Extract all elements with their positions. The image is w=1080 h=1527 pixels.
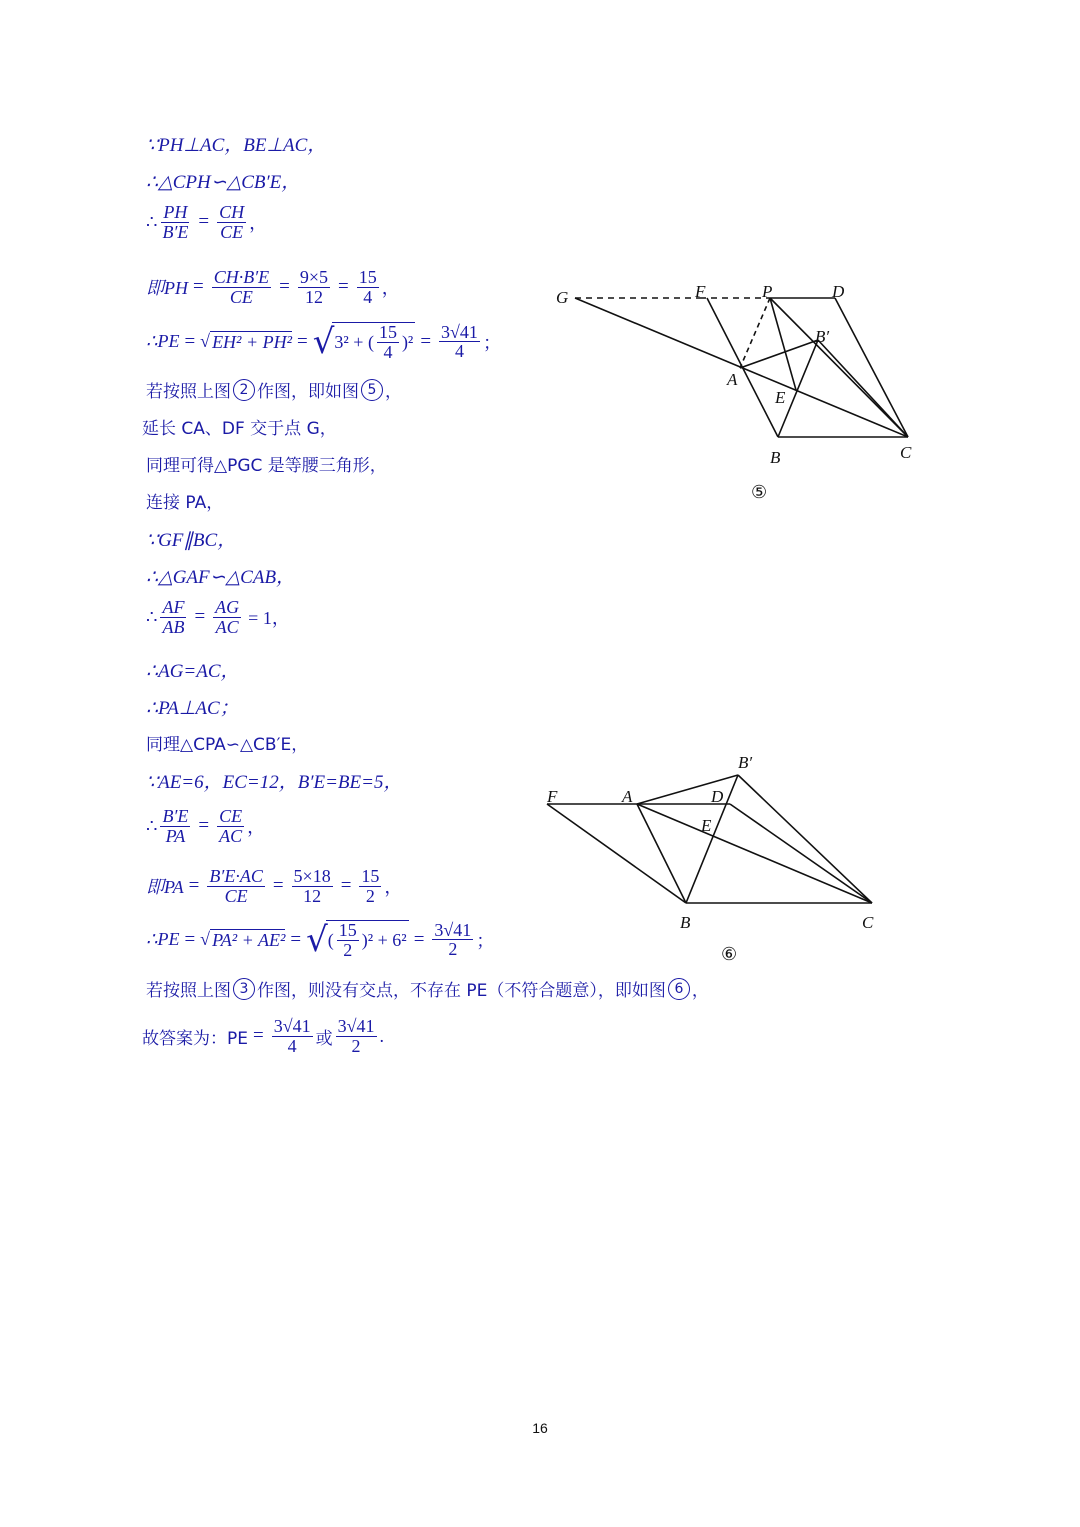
numerator: B′E·AC <box>209 866 263 886</box>
equals: = <box>188 875 200 897</box>
sqrt-part: ( <box>327 929 334 950</box>
line-18 <box>146 867 402 906</box>
label-P: P <box>762 282 773 301</box>
fraction <box>432 921 473 960</box>
numerator: AG <box>215 597 240 617</box>
sqrt-sign: √ <box>306 919 328 960</box>
numerator: B′E <box>162 806 189 826</box>
figure-6-diagram <box>540 745 890 940</box>
numerator: 3√41 <box>273 1016 311 1036</box>
label-B-prime: B′ <box>738 753 753 772</box>
figure-6-caption: ⑥ <box>721 944 738 965</box>
line-1 <box>146 130 326 157</box>
equals: = <box>193 276 204 298</box>
line-21 <box>142 1017 384 1056</box>
big-sqrt <box>313 322 416 362</box>
numerator: CE <box>219 806 243 826</box>
punct: ， <box>247 817 266 838</box>
punct: ； <box>482 332 501 353</box>
line-17 <box>146 807 265 846</box>
circled-number: 5 <box>361 379 383 401</box>
line-3-prefix: ∴ <box>146 211 158 232</box>
label-D: D <box>832 282 845 301</box>
denominator: B′E <box>162 221 189 242</box>
line-8 <box>146 451 387 476</box>
equals: = <box>413 928 425 950</box>
segment-PA-dashed <box>740 298 770 368</box>
punct: ， <box>384 877 403 898</box>
line-5-prefix: ∴PE <box>146 331 180 352</box>
punct: ； <box>476 930 495 951</box>
line-5 <box>146 322 501 362</box>
equals: = <box>184 928 196 950</box>
line-13 <box>146 656 240 683</box>
label-F: F <box>547 787 558 806</box>
numerator: 3√41 <box>434 919 472 940</box>
line-12 <box>146 598 290 637</box>
denominator: PA <box>165 825 186 846</box>
numerator: 15 <box>338 920 357 940</box>
fraction <box>160 203 190 242</box>
prefix: ∴ <box>146 606 158 627</box>
label-G: G <box>556 288 569 307</box>
sqrt-sign: √ <box>200 331 211 352</box>
punct: ， <box>381 278 400 299</box>
segment-B-prime-C <box>738 775 872 903</box>
fraction <box>217 807 244 846</box>
numerator: 5×18 <box>293 866 331 886</box>
line-9 <box>146 488 223 513</box>
equals: = <box>198 211 210 233</box>
label-B: B <box>680 913 691 932</box>
figure-5-diagram <box>540 270 940 480</box>
equals: = <box>420 330 432 352</box>
line-19 <box>146 920 494 960</box>
equals: = <box>297 330 308 352</box>
segment-AB-prime <box>740 340 818 368</box>
equals: = <box>194 606 206 628</box>
denominator: 2 <box>351 1035 361 1056</box>
line-1-text: ∵PH⊥AC，BE⊥AC， <box>146 135 327 156</box>
punct: ， <box>691 981 709 1001</box>
numerator: 3√41 <box>441 321 478 342</box>
denominator: AC <box>219 825 243 846</box>
denominator: CE <box>229 286 253 307</box>
fraction <box>160 598 186 637</box>
line-9-text: 连接 PA， <box>146 493 224 513</box>
page-number: 16 <box>532 1420 548 1436</box>
denominator: CE <box>220 221 244 242</box>
numerator: CH <box>219 202 245 222</box>
line-4 <box>146 268 400 307</box>
line-13-text: ∴AG=AC， <box>146 661 240 682</box>
punct: ， <box>249 213 268 234</box>
sqrt-body <box>332 322 415 362</box>
label-A: A <box>622 787 633 806</box>
circled-number: 3 <box>233 978 255 1000</box>
denominator: 12 <box>304 286 323 307</box>
denominator: 4 <box>363 286 373 307</box>
text: 作图，则没有交点，不存在 PE（不符合题意），即如图 <box>257 981 666 1001</box>
line-2-text: ∴△CPH∽△CB′E， <box>146 172 301 193</box>
numerator: 15 <box>358 267 377 287</box>
sqrt-sign: √ <box>200 929 211 950</box>
segment-AB <box>637 804 686 903</box>
sqrt-part: )² <box>401 331 414 352</box>
label-E: E <box>775 388 786 407</box>
fraction <box>439 323 480 362</box>
denominator: 2 <box>343 939 353 960</box>
denominator: 2 <box>365 885 375 906</box>
text: 若按照上图 <box>146 981 231 1001</box>
segment-PC <box>770 298 908 437</box>
fraction <box>298 268 330 307</box>
line-6 <box>146 377 402 402</box>
sqrt-sign: √ <box>312 321 335 362</box>
equals: = <box>198 815 210 837</box>
punct: ， <box>385 382 402 402</box>
line-8-text: 同理可得△PGC 是等腰三角形， <box>146 456 387 476</box>
denominator: 4 <box>287 1035 297 1056</box>
label-B: B <box>770 448 781 467</box>
equals: = <box>272 875 284 897</box>
equals: = <box>290 928 302 950</box>
line-16-text: ∵AE=6，EC=12，B′E=BE=5， <box>146 772 403 793</box>
or-word: 或 <box>315 1028 333 1049</box>
fraction <box>207 867 264 906</box>
line-10-text: ∵GF∥BC， <box>146 530 237 551</box>
numerator: PH <box>163 202 188 222</box>
fraction <box>272 1017 313 1056</box>
fraction <box>213 598 241 637</box>
label-A: A <box>727 370 738 389</box>
equals: = <box>340 875 352 897</box>
punct: = 1， <box>248 608 290 629</box>
circled-number: 2 <box>233 379 255 401</box>
fraction <box>337 921 359 960</box>
label-C: C <box>900 443 912 462</box>
label-C: C <box>862 913 874 932</box>
line-14-text: ∴PA⊥AC； <box>146 698 239 719</box>
text: 作图，即如图 <box>257 382 359 402</box>
segment-DC <box>730 804 872 903</box>
label-E: E <box>701 816 712 835</box>
prefix: ∴ <box>146 815 158 836</box>
sqrt-body <box>326 920 409 960</box>
line-20 <box>146 976 709 1001</box>
fraction <box>336 1017 377 1056</box>
fraction <box>359 867 381 906</box>
line-10 <box>146 525 236 552</box>
segment-B-prime-C <box>818 340 908 437</box>
fraction <box>160 807 190 846</box>
prefix: ∴PE <box>146 929 180 950</box>
figure-5-caption: ⑤ <box>751 482 768 503</box>
denominator: 4 <box>383 341 393 362</box>
numerator: 3√41 <box>337 1016 375 1036</box>
line-14 <box>146 693 239 720</box>
label-D: D <box>711 787 724 806</box>
sqrt-body: PA² + AE² <box>212 929 286 950</box>
denominator: 2 <box>448 939 458 960</box>
segment-DC <box>835 298 908 437</box>
denominator: AC <box>215 616 239 637</box>
numerator: 15 <box>378 322 397 342</box>
numerator: 15 <box>361 866 380 886</box>
fraction <box>212 268 271 307</box>
numerator: AF <box>162 597 185 617</box>
text: 若按照上图 <box>146 382 231 402</box>
sqrt-part: )² + 6² <box>361 929 407 950</box>
line-2 <box>146 167 300 194</box>
sqrt-body: EH² + PH² <box>212 331 292 352</box>
equals: = <box>253 1025 264 1047</box>
line-11 <box>146 562 295 589</box>
fraction <box>377 323 399 362</box>
fraction <box>357 268 379 307</box>
numerator: 9×5 <box>299 267 329 287</box>
punct: . <box>379 1025 384 1046</box>
line-7 <box>142 414 337 439</box>
line-4-prefix: 即PH <box>146 278 188 299</box>
numerator: CH·B′E <box>213 267 270 287</box>
segment-FB <box>547 804 686 903</box>
fraction <box>292 867 333 906</box>
line-3 <box>146 203 267 242</box>
denominator: AB <box>162 616 185 637</box>
line-11-text: ∴△GAF∽△CAB， <box>146 567 296 588</box>
equals: = <box>184 330 196 352</box>
label-F: F <box>695 282 706 301</box>
line-15 <box>146 730 308 755</box>
line-15-text: 同理△CPA∽△CB′E， <box>146 735 309 755</box>
line-16 <box>146 767 402 794</box>
denominator: 4 <box>454 341 464 362</box>
big-sqrt <box>306 920 409 960</box>
circled-number: 6 <box>668 978 690 1000</box>
fraction <box>217 203 246 242</box>
prefix: 故答案为：PE <box>142 1028 248 1049</box>
equals: = <box>279 276 290 298</box>
segment-AC <box>637 804 872 903</box>
sqrt-part: 3² + ( <box>334 331 374 352</box>
prefix: 即PA <box>146 877 184 898</box>
label-B-prime: B′ <box>815 327 830 346</box>
denominator: CE <box>224 885 248 906</box>
line-7-text: 延长 CA、DF 交于点 G， <box>142 419 337 439</box>
denominator: 12 <box>303 885 322 906</box>
equals: = <box>338 276 349 298</box>
